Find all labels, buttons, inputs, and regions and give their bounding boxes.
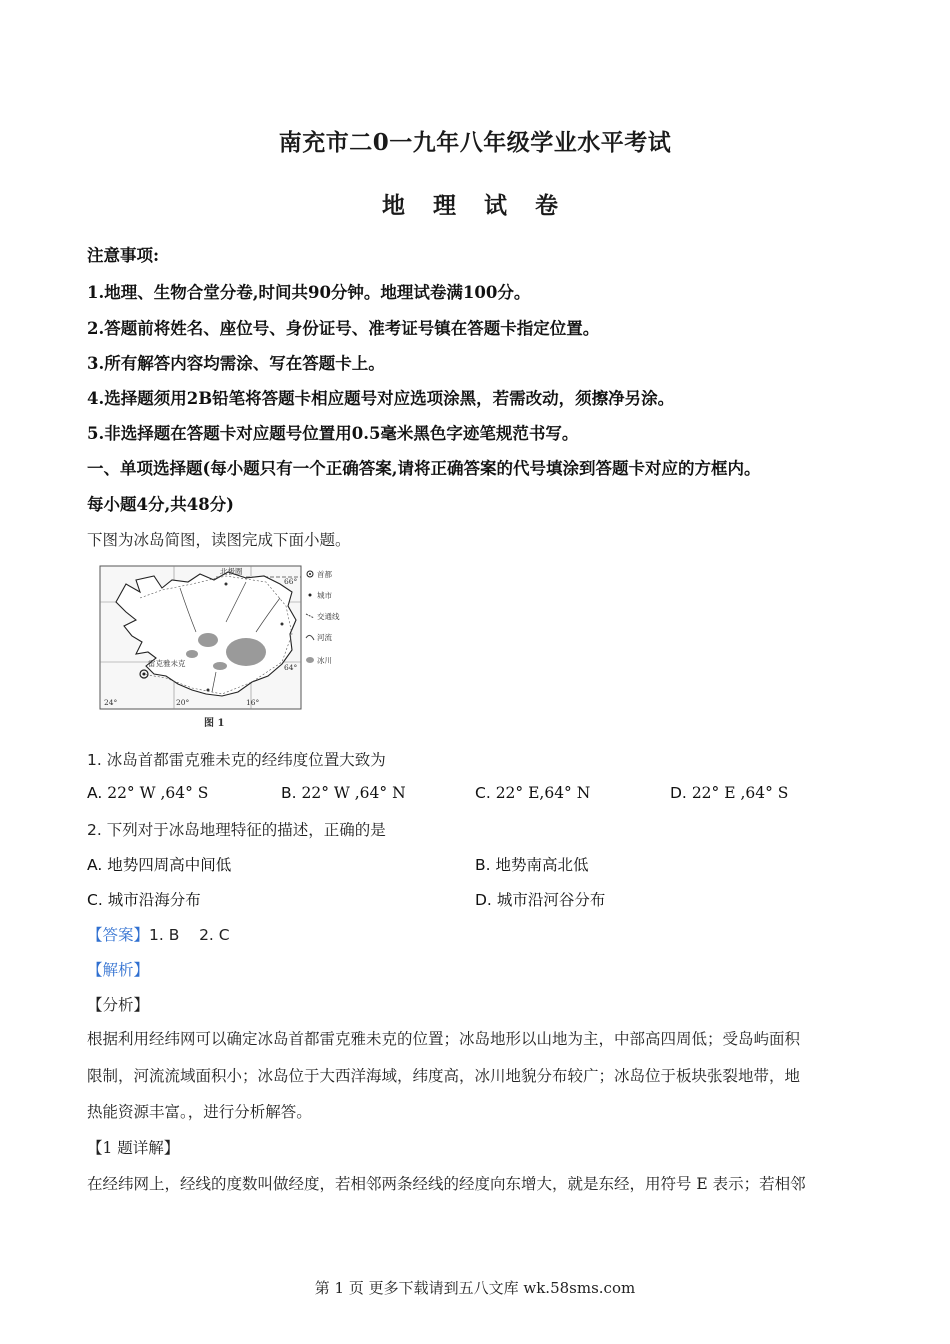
figure-caption: 图 1 (204, 718, 225, 729)
notice-heading: 注意事项: (87, 246, 160, 265)
q1-option-b: B. 22° W ,64° N (281, 784, 406, 802)
answer-text: 1. B 2. C (149, 926, 230, 944)
question-number: 1. (87, 751, 102, 769)
section-heading-line1: 一、单项选择题(每小题只有一个正确答案,请将正确答案的代号填涂到答题卡对应的方框内。 (87, 459, 761, 478)
arctic-circle-label: 北极圈 (220, 567, 243, 576)
lon-16-label: 16° (246, 698, 260, 707)
answer-line (87, 923, 870, 945)
question-text: 冰岛首都雷克雅未克的经纬度位置大致为 (106, 751, 386, 769)
notice-item: 3.所有解答内容均需涂、写在答题卡上。 (87, 354, 385, 373)
notice-item: 4.选择题须用2B铅笔将答题卡相应题号对应选项涂黑，若需改动，须擦净另涂。 (87, 389, 675, 408)
analysis-sub-label: 【分析】 (87, 996, 150, 1014)
q2-option-a: A. 地势四周高中间低 (87, 856, 232, 874)
exam-subtitle: 地 理 试 卷 (381, 192, 569, 219)
legend-capital: 首都 (317, 570, 332, 579)
detail-line: 在经纬网上，经线的度数叫做经度，若相邻两条经线的经度向东增大，就是东经，用符号 E 表示；若相邻 (87, 1175, 806, 1193)
question-text: 下列对于冰岛地理特征的描述，正确的是 (106, 821, 386, 839)
analysis-paragraph-line: 热能资源丰富。，进行分析解答。 (87, 1103, 312, 1121)
notice-item: 5.非选择题在答题卡对应题号位置用0.5毫米黑色字迹笔规范书写。 (87, 424, 579, 443)
analysis-paragraph-line: 根据利用经纬网可以确定冰岛首都雷克雅未克的位置；冰岛地形以山地为主，中部高四周低；受岛屿面积 (87, 1030, 801, 1048)
q2-option-b: B. 地势南高北低 (475, 856, 589, 874)
question-intro: 下图为冰岛简图，读图完成下面小题。 (87, 531, 351, 549)
answer-label: 【答案】 (87, 926, 150, 944)
q1-option-c: C. 22° E,64° N (475, 784, 591, 802)
question-2-stem (87, 818, 870, 840)
analysis-label: 【解析】 (87, 961, 150, 979)
page-footer: 第 1 页 更多下载请到五八文库 wk.58sms.com (314, 1279, 636, 1297)
lat-66-label: 66° (284, 577, 298, 586)
iceland-map (96, 562, 342, 737)
question-1-stem (87, 748, 870, 770)
detail-label: 【1 题详解】 (87, 1139, 180, 1157)
notice-item: 1.地理、生物合堂分卷,时间共90分钟。地理试卷满100分。 (87, 283, 531, 302)
capital-label: 雷克雅未克 (148, 659, 186, 668)
legend-city: 城市 (317, 591, 332, 600)
legend-road: 交通线 (317, 612, 340, 621)
analysis-paragraph-line: 限制，河流流域面积小；冰岛位于大西洋海域，纬度高，冰川地貌分布较广；冰岛位于板块张裂地带，地 (87, 1067, 801, 1085)
question-number: 2. (87, 821, 102, 839)
q2-option-d: D. 城市沿河谷分布 (475, 891, 606, 909)
map-legend (306, 569, 340, 665)
legend-glacier: 冰川 (317, 656, 332, 665)
notice-item: 2.答题前将姓名、座位号、身份证号、准考证号镇在答题卡指定位置。 (87, 319, 600, 338)
lon-20-label: 20° (176, 698, 190, 707)
exam-title: 南充市二0一九年八年级学业水平考试 (278, 129, 672, 156)
section-heading-line2: 每小题4分,共48分) (87, 495, 234, 514)
q2-option-c: C. 城市沿海分布 (87, 891, 201, 909)
q1-option-a: A. 22° W ,64° S (87, 784, 209, 802)
legend-river: 河流 (317, 633, 332, 642)
q1-option-d: D. 22° E ,64° S (670, 784, 789, 802)
lat-64-label: 64° (284, 663, 298, 672)
lon-24-label: 24° (104, 698, 118, 707)
